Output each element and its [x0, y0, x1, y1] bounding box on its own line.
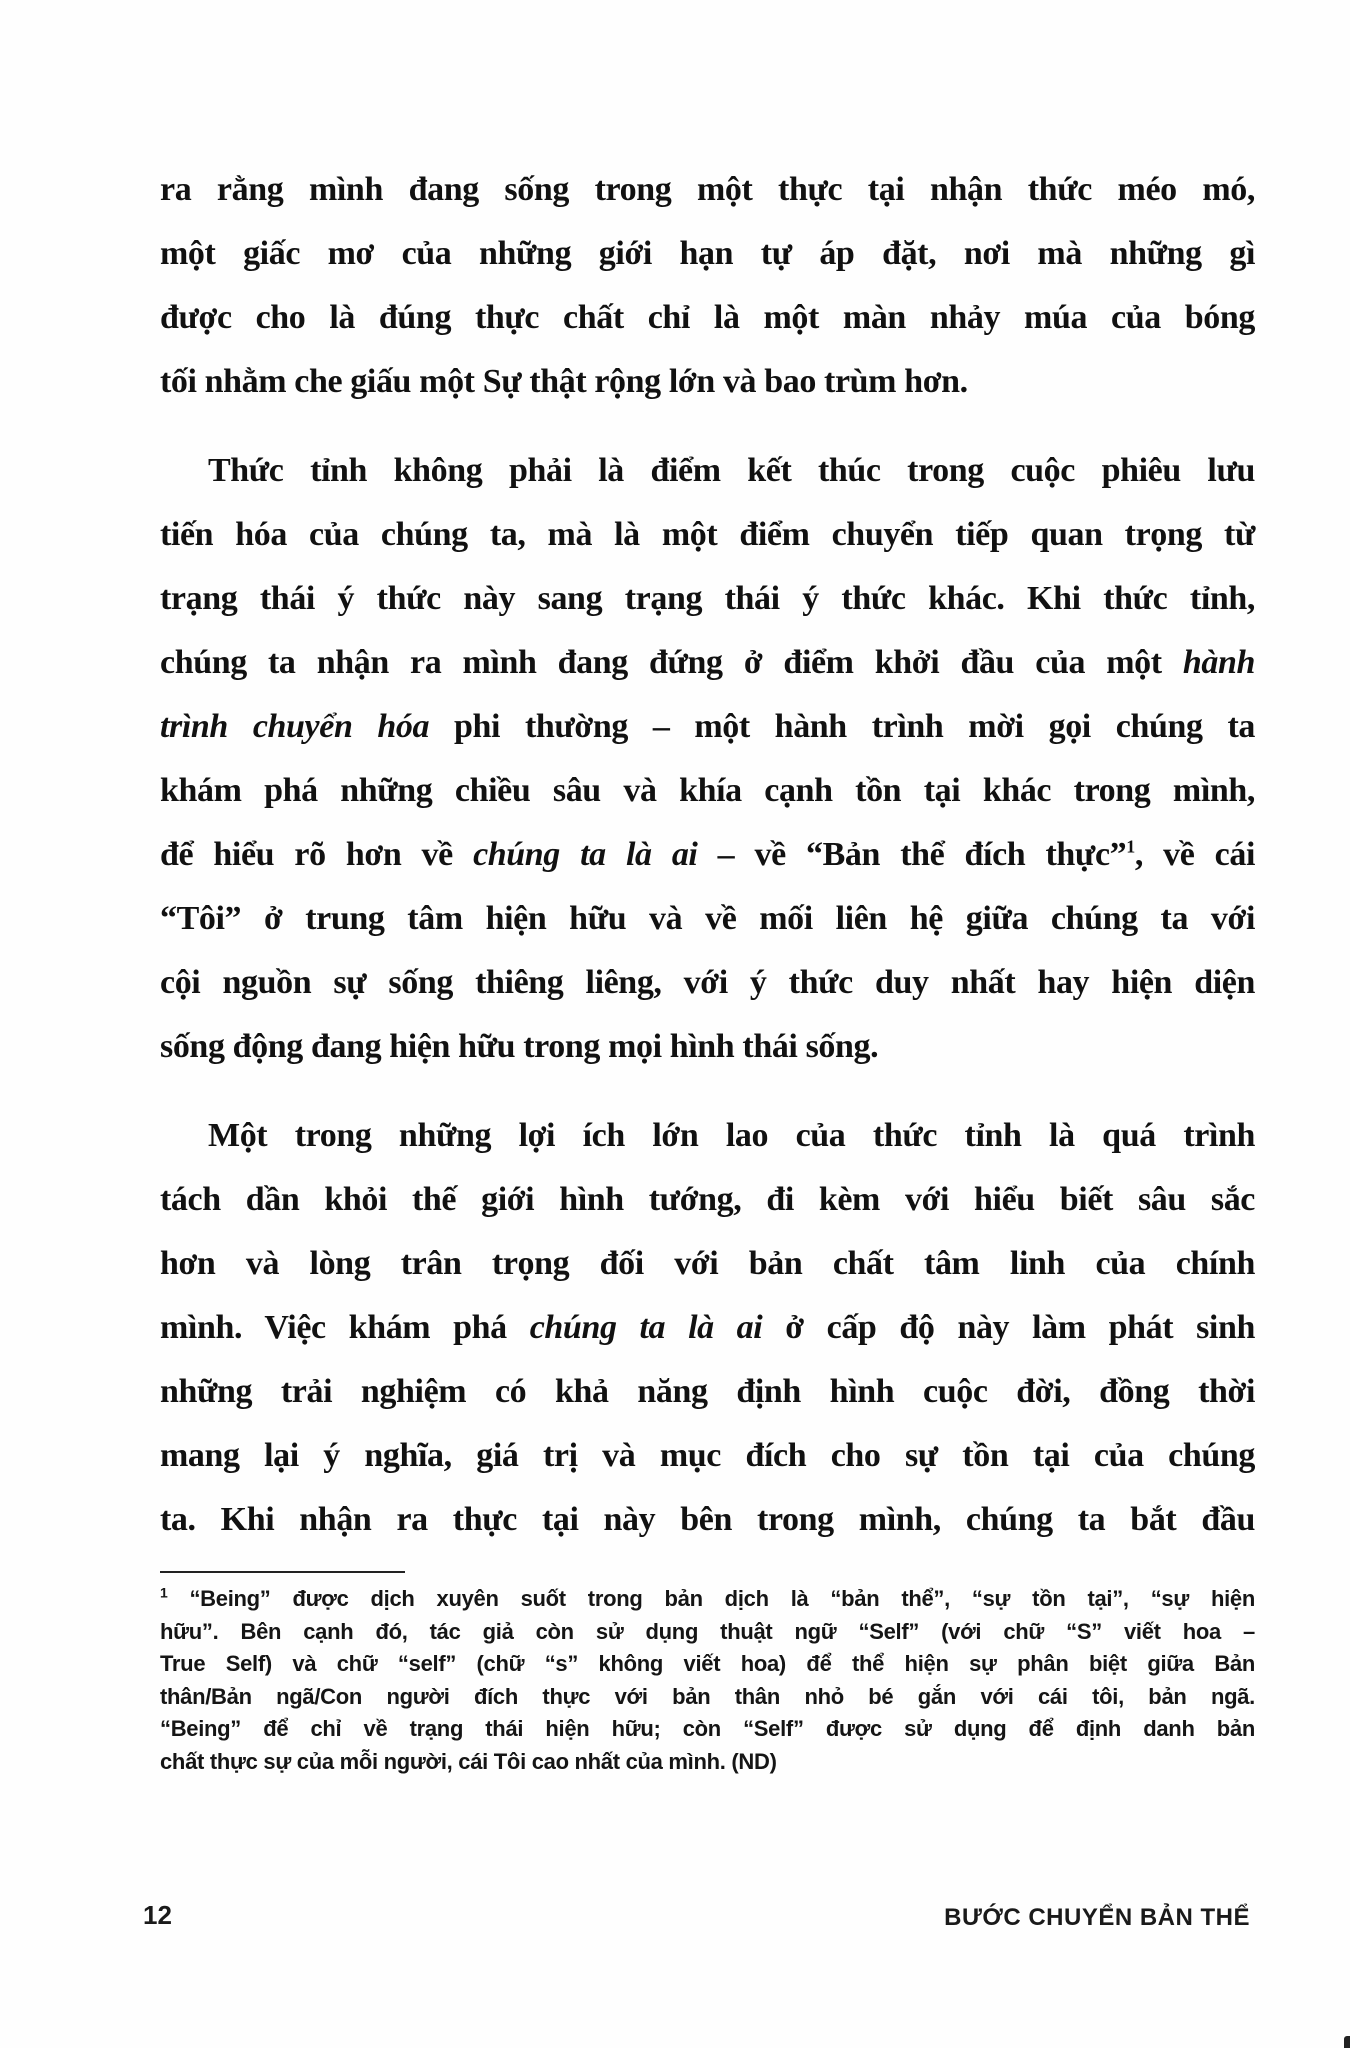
italic-text: chúng ta là ai — [473, 836, 698, 873]
text-run: – về “Bản thể đích thực” — [697, 836, 1127, 873]
text-line: hơn và lòng trân trọng đối với bản chất tâm linh của chính — [160, 1245, 1255, 1282]
running-title: BƯỚC CHUYỂN BẢN THỂ — [944, 1904, 1250, 1931]
text-run: mình. Việc khám phá — [160, 1309, 530, 1346]
text-run: “Being” được dịch xuyên suốt trong bản dịch là “bản thể”, “sự tồn tại”, “sự hiện — [167, 1586, 1255, 1611]
text-line: sống động đang hiện hữu trong mọi hình thái sống. — [160, 1028, 879, 1065]
text-line: tối nhằm che giấu một Sự thật rộng lớn và bao trùm hơn. — [160, 363, 968, 400]
footnote-divider — [160, 1571, 405, 1573]
text-line: khám phá những chiều sâu và khía cạnh tồn tại khác trong mình, — [160, 772, 1255, 809]
footnote-line: chất thực sự của mỗi người, cái Tôi cao nhất của mình. (ND) — [160, 1748, 777, 1774]
footnote — [160, 1583, 1255, 1778]
footnote-marker: 1 — [160, 1584, 168, 1601]
footnote-line: True Self) và chữ “self” (chữ “s” không viết hoa) để thể hiện sự phân biệt giữa Bản — [160, 1651, 1255, 1676]
footnote-line — [160, 1583, 1255, 1616]
text-line: cội nguồn sự sống thiêng liêng, với ý thức duy nhất hay hiện diện — [160, 964, 1255, 1001]
text-line: ta. Khi nhận ra thực tại này bên trong mình, chúng ta bắt đầu — [160, 1501, 1255, 1538]
italic-text: trình chuyển hóa — [160, 708, 430, 745]
text-line: một giấc mơ của những giới hạn tự áp đặt, nơi mà những gì — [160, 235, 1255, 272]
text-line — [160, 695, 1255, 759]
italic-text: chúng ta là ai — [529, 1309, 763, 1346]
text-run: , về cái — [1134, 836, 1255, 873]
footnote-line: thân/Bản ngã/Con người đích thực với bản thân nhỏ bé gắn với cái tôi, bản ngã. — [160, 1683, 1255, 1709]
footnote-reference[interactable]: 1 — [1126, 836, 1135, 857]
paragraph-1 — [160, 158, 1255, 414]
paragraph-3 — [160, 1104, 1255, 1552]
text-line: được cho là đúng thực chất chỉ là một màn nhảy múa của bóng — [160, 299, 1255, 336]
text-line — [160, 823, 1255, 887]
text-run: để hiểu rõ hơn về — [160, 836, 474, 873]
text-run: phi thường – một hành trình mời gọi chúng ta — [429, 708, 1256, 745]
text-run: ở cấp độ này làm phát sinh — [762, 1309, 1255, 1346]
text-line: Một trong những lợi ích lớn lao của thức tỉnh là quá trình — [208, 1117, 1255, 1154]
text-line: tiến hóa của chúng ta, mà là một điểm chuyển tiếp quan trọng từ — [160, 516, 1255, 553]
footnote-line: hữu”. Bên cạnh đó, tác giả còn sử dụng thuật ngữ “Self” (với chữ “S” viết hoa – — [160, 1618, 1255, 1644]
text-line: mang lại ý nghĩa, giá trị và mục đích cho sự tồn tại của chúng — [160, 1437, 1255, 1474]
text-line — [160, 631, 1255, 695]
body-text — [160, 158, 1255, 1552]
text-line: ra rằng mình đang sống trong một thực tại nhận thức méo mó, — [160, 171, 1255, 208]
page-edge-mark — [1344, 2036, 1350, 2048]
text-line: tách dần khỏi thế giới hình tướng, đi kèm với hiểu biết sâu sắc — [160, 1181, 1255, 1218]
italic-text: hành — [1182, 644, 1255, 681]
text-line: trạng thái ý thức này sang trạng thái ý thức khác. Khi thức tỉnh, — [160, 580, 1255, 617]
text-line — [160, 1296, 1255, 1360]
footnote-line: “Being” để chỉ về trạng thái hiện hữu; còn “Self” được sử dụng để định danh bản — [160, 1716, 1255, 1741]
paragraph-2 — [160, 439, 1255, 1079]
text-line: những trải nghiệm có khả năng định hình cuộc đời, đồng thời — [160, 1373, 1255, 1410]
text-line: Thức tỉnh không phải là điểm kết thúc trong cuộc phiêu lưu — [208, 452, 1255, 489]
text-line: “Tôi” ở trung tâm hiện hữu và về mối liên hệ giữa chúng ta với — [160, 900, 1255, 937]
text-run: chúng ta nhận ra mình đang đứng ở điểm khởi đầu của một — [160, 644, 1183, 681]
page-number: 12 — [143, 1900, 172, 1930]
